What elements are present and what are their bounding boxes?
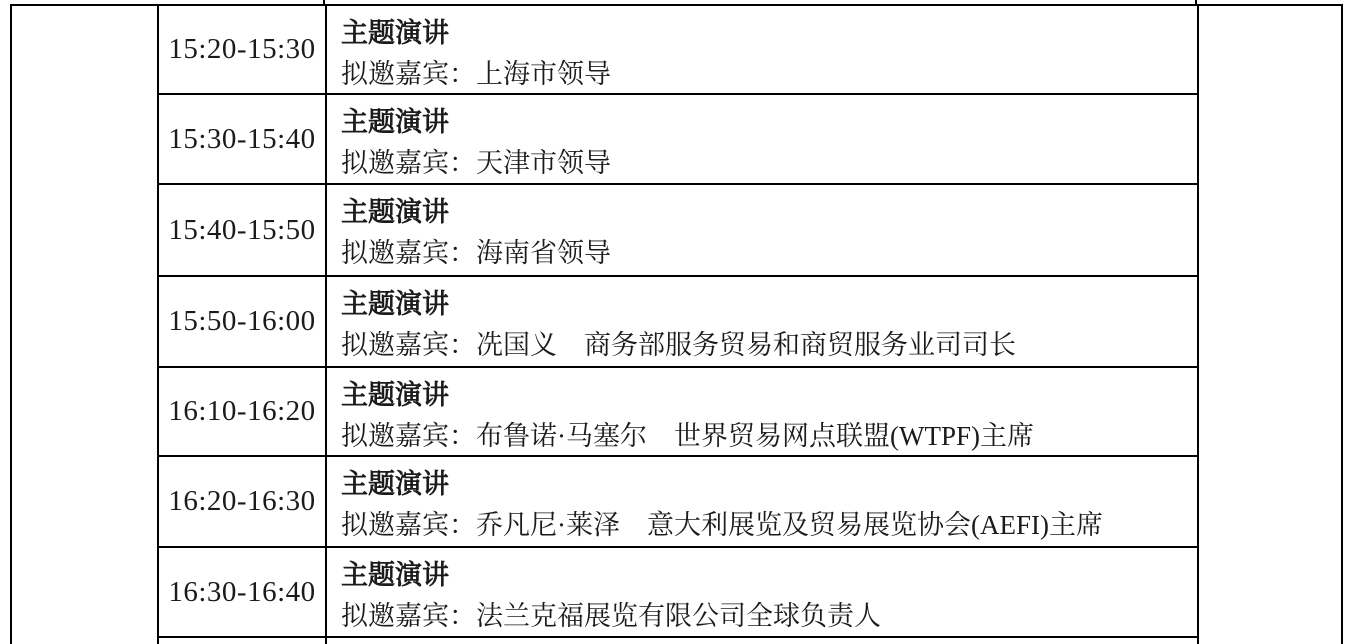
table-right-merged-cell <box>1199 6 1341 644</box>
time-cell: 15:40-15:50 <box>159 185 327 275</box>
time-cell: 16:30-16:40 <box>159 548 327 636</box>
session-title: 主题演讲 <box>341 197 449 227</box>
agenda-row <box>159 368 1199 457</box>
session-cell <box>327 277 1199 366</box>
session-guest-line: 拟邀嘉宾：布鲁诺·马塞尔 世界贸易网点联盟(WTPF)主席 <box>341 421 1034 451</box>
agenda-table <box>10 4 1343 644</box>
table-left-merged-cell <box>12 6 159 644</box>
time-cell: 15:30-15:40 <box>159 95 327 183</box>
agenda-row <box>159 185 1199 277</box>
session-title: 主题演讲 <box>341 289 449 319</box>
session-guest-line: 拟邀嘉宾：法兰克福展览有限公司全球负责人 <box>341 601 881 631</box>
session-cell <box>327 185 1199 275</box>
agenda-row <box>159 6 1199 95</box>
session-title: 主题演讲 <box>341 469 449 499</box>
agenda-row-partial <box>159 638 1199 644</box>
session-cell <box>327 548 1199 636</box>
agenda-rows-container <box>159 6 1199 644</box>
session-title: 主题演讲 <box>341 560 449 590</box>
time-cell: 16:10-16:20 <box>159 368 327 455</box>
session-guest-line: 拟邀嘉宾：天津市领导 <box>341 148 611 178</box>
time-cell: 15:50-16:00 <box>159 277 327 366</box>
session-title: 主题演讲 <box>341 107 449 137</box>
session-cell <box>327 638 1199 644</box>
time-cell: 16:20-16:30 <box>159 457 327 546</box>
session-guest-line: 拟邀嘉宾：乔凡尼·莱泽 意大利展览及贸易展览协会(AEFI)主席 <box>341 510 1103 540</box>
session-guest-line: 拟邀嘉宾：上海市领导 <box>341 59 611 89</box>
agenda-row <box>159 277 1199 368</box>
agenda-row <box>159 95 1199 185</box>
time-cell <box>159 638 327 644</box>
session-guest-line: 拟邀嘉宾：冼国义 商务部服务贸易和商贸服务业司司长 <box>341 330 1016 360</box>
session-cell <box>327 368 1199 455</box>
session-cell <box>327 6 1199 93</box>
session-cell <box>327 457 1199 546</box>
session-cell <box>327 95 1199 183</box>
session-guest-line: 拟邀嘉宾：海南省领导 <box>341 238 611 268</box>
time-cell: 15:20-15:30 <box>159 6 327 93</box>
session-title: 主题演讲 <box>341 18 449 48</box>
session-title: 主题演讲 <box>341 380 449 410</box>
agenda-row <box>159 457 1199 548</box>
agenda-row <box>159 548 1199 638</box>
